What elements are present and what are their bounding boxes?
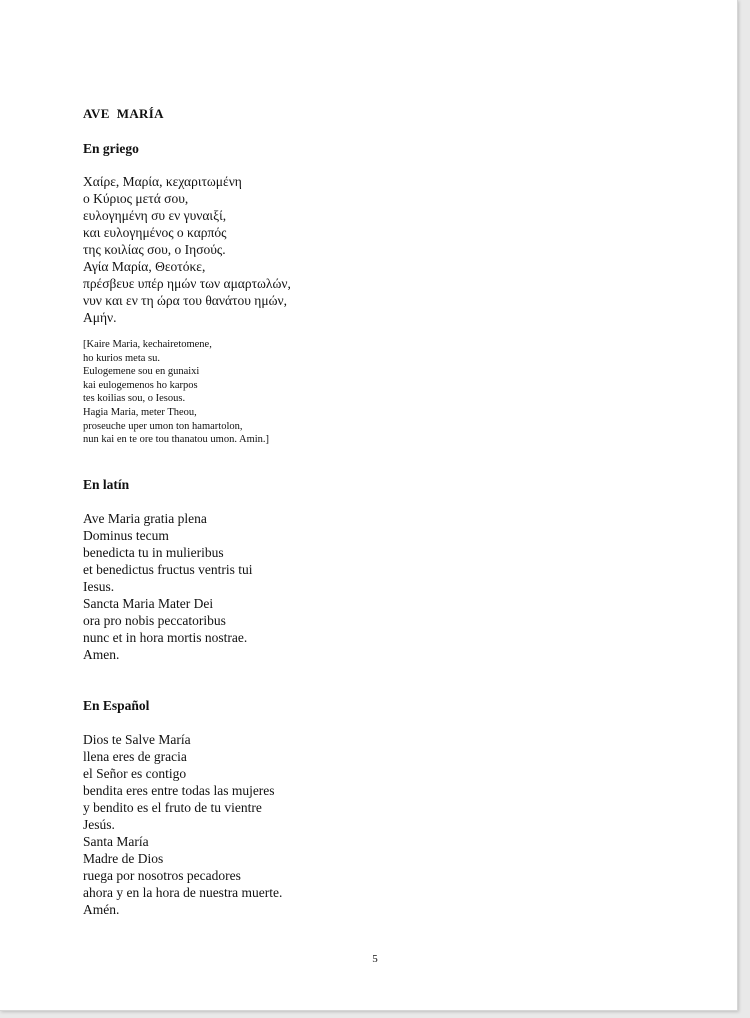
greek-verse xyxy=(83,173,643,326)
verse-line: ruega por nosotros pecadores xyxy=(83,867,241,883)
latin-verse xyxy=(83,510,643,663)
transliteration-line: Eulogemene sou en gunaixi xyxy=(83,366,200,378)
transliteration-line: ho kurios meta su. xyxy=(83,352,160,364)
greek-transliteration xyxy=(83,338,643,447)
verse-line: Αμήν. xyxy=(83,310,117,325)
transliteration-line: Hagia Maria, meter Theou, xyxy=(83,406,197,418)
verse-line: Santa María xyxy=(83,833,149,849)
verse-line: Sancta Maria Mater Dei xyxy=(83,595,214,611)
verse-line: benedicta tu in mulieribus xyxy=(83,544,224,560)
verse-line: Ave Maria gratia plena xyxy=(83,510,207,526)
verse-line: ahora y en la hora de nuestra muerte. xyxy=(83,884,283,900)
verse-line: el Señor es contigo xyxy=(83,765,187,781)
verse-line: Madre de Dios xyxy=(83,850,164,866)
prayer-title: AVE MARÍA xyxy=(83,106,164,121)
transliteration-line: kai eulogemenos ho karpos xyxy=(83,379,198,391)
transliteration-line: [Kaire Maria, kechairetomene, xyxy=(83,339,212,350)
transliteration-line: proseuche uper umon ton hamartolon, xyxy=(83,420,243,432)
spanish-verse xyxy=(83,731,643,918)
verse-line: Dios te Salve María xyxy=(83,731,191,747)
verse-line: Amén. xyxy=(83,901,120,917)
verse-line: ο Κύριος μετά σου, xyxy=(83,191,189,206)
verse-line: νυν και εν τη ώρα του θανάτου ημών, xyxy=(83,293,287,308)
verse-line: Αγία Μαρία, Θεοτόκε, xyxy=(83,259,206,274)
verse-line: y bendito es el fruto de tu vientre xyxy=(83,799,262,815)
verse-line: nunc et in hora mortis nostrae. xyxy=(83,629,248,645)
verse-line: llena eres de gracia xyxy=(83,748,187,764)
verse-line: και ευλογημένος ο καρπός xyxy=(83,225,227,240)
page-number: 5 xyxy=(372,953,378,965)
transliteration-line: tes koilias sou, o Iesous. xyxy=(83,393,186,405)
verse-line: της κοιλίας σου, ο Ιησούς. xyxy=(83,242,226,257)
verse-line: πρέσβευε υπέρ ημών των αμαρτωλών, xyxy=(83,276,291,291)
section-heading-spanish: En Español xyxy=(83,697,150,713)
section-heading-greek: En griego xyxy=(83,141,139,156)
verse-line: ευλογημένη συ εν γυναιξί, xyxy=(83,208,227,223)
verse-line: ora pro nobis peccatoribus xyxy=(83,612,226,628)
verse-line: Χαίρε, Μαρία, κεχαριτωμένη xyxy=(83,174,242,189)
verse-line: Dominus tecum xyxy=(83,527,169,543)
verse-line: Iesus. xyxy=(83,578,115,594)
section-heading-latin: En latín xyxy=(83,476,130,492)
verse-line: Amen. xyxy=(83,646,120,662)
verse-line: et benedictus fructus ventris tui xyxy=(83,561,253,577)
verse-line: Jesús. xyxy=(83,816,115,832)
verse-line: bendita eres entre todas las mujeres xyxy=(83,782,275,798)
page-content xyxy=(83,106,643,918)
transliteration-line: nun kai en te ore tou thanatou umon. Amin.] xyxy=(83,434,270,446)
